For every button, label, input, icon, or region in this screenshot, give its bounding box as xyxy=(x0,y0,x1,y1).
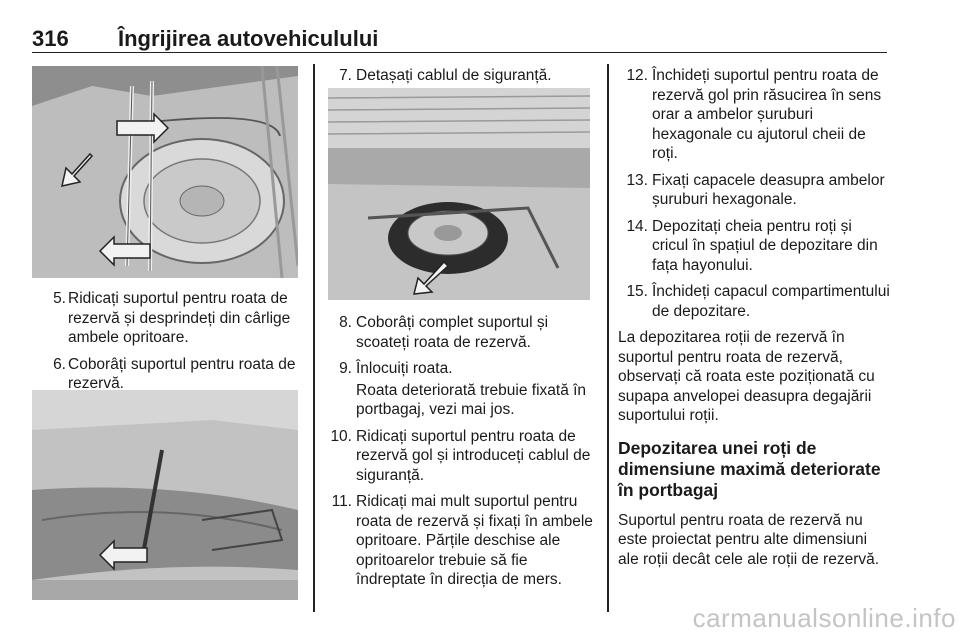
page-header xyxy=(32,18,887,53)
list-number: 10. xyxy=(330,427,352,445)
list-item-9-note: Roata deteriorată trebuie fixată în portbagaj, vezi mai jos. xyxy=(356,381,587,418)
figure-safety-cable-drawing xyxy=(328,88,590,300)
list-text: Fixați capacele deasupra ambelor șuruburi hexagonale. xyxy=(652,171,885,208)
list-number: 9. xyxy=(339,360,352,377)
list-number: 11. xyxy=(331,493,352,510)
list-item-5 xyxy=(40,289,302,348)
column-2 xyxy=(322,313,594,597)
list-text: Ridicați suportul pentru roata de rezervă și desprindeți din cârlige ambele opritoare. xyxy=(68,290,291,346)
list-number: 8. xyxy=(339,314,352,331)
list-text: Depozitați cheia pentru roți și cricul în spațiul de depozitare din fața hayonului. xyxy=(652,217,878,274)
list-item-14 xyxy=(618,217,890,276)
list-text: Închideți suportul pentru roata de rezervă gol prin răsucirea în sens orar a ambelor șuruburi hexagonale cu ajutorul cheii de roți. xyxy=(652,67,882,162)
list-number: 12. xyxy=(626,67,648,84)
list-item-12 xyxy=(618,66,890,164)
list-text: Ridicați mai mult suportul pentru roata de rezervă și fixați în ambele opritoare. Părțile deschise ale opritoarelor trebuie să fie îndreptate în direcția de mers. xyxy=(356,493,593,588)
list-text: Coborâți complet suportul și scoateți roata de rezervă. xyxy=(356,314,549,351)
list-text: Înlocuiți roata. xyxy=(356,360,453,377)
page-title: Îngrijirea autovehiculului xyxy=(118,26,379,51)
column-3 xyxy=(618,66,890,581)
list-item-7 xyxy=(322,66,594,86)
list-number: 14. xyxy=(626,217,648,235)
list-number: 15. xyxy=(626,283,648,300)
list-item-6 xyxy=(40,355,302,394)
list-text: Închideți capacul compartimentului de depozitare. xyxy=(652,283,890,320)
list-item-11 xyxy=(322,492,594,590)
column-divider-1 xyxy=(313,64,315,612)
column-1 xyxy=(40,289,302,401)
list-text: Ridicați suportul pentru roata de rezervă gol și introduceți cablul de siguranță. xyxy=(356,427,591,484)
list-item-9 xyxy=(322,359,594,379)
list-text: Coborâți suportul pentru roata de rezervă. xyxy=(68,355,296,392)
figure-spare-wheel-carrier xyxy=(32,66,298,278)
list-text: Detașați cablul de siguranță. xyxy=(356,67,552,84)
figure-spare-wheel-carrier-drawing xyxy=(32,66,298,278)
list-number: 5. xyxy=(53,290,66,307)
figure-wheel-in-trunk xyxy=(32,390,298,600)
page-number: 316 xyxy=(32,26,69,51)
list-item-13 xyxy=(618,171,890,210)
list-number: 13. xyxy=(626,171,648,189)
list-number: 7. xyxy=(339,67,352,84)
figure-safety-cable xyxy=(328,88,590,300)
column-2-top xyxy=(322,66,594,93)
storage-note-paragraph: La depozitarea roții de rezervă în suportul pentru roata de rezervă, observați că roata este poziționată cu supapa anvelopei deasupra degajării suportului roții. xyxy=(618,329,875,424)
list-item-10 xyxy=(322,427,594,486)
figure-wheel-in-trunk-drawing xyxy=(32,390,298,600)
list-item-8 xyxy=(322,313,594,352)
section-paragraph: Suportul pentru roata de rezervă nu este proiectat pentru alte dimensiuni ale roții decât cele ale roții de rezervă. xyxy=(618,511,880,568)
column-divider-2 xyxy=(607,64,609,612)
watermark: carmanualsonline.info xyxy=(692,603,956,633)
list-number: 6. xyxy=(53,355,66,373)
list-item-15 xyxy=(618,282,890,321)
section-heading: Depozitarea unei roți de dimensiune maximă deteriorate în portbagaj xyxy=(618,437,881,500)
